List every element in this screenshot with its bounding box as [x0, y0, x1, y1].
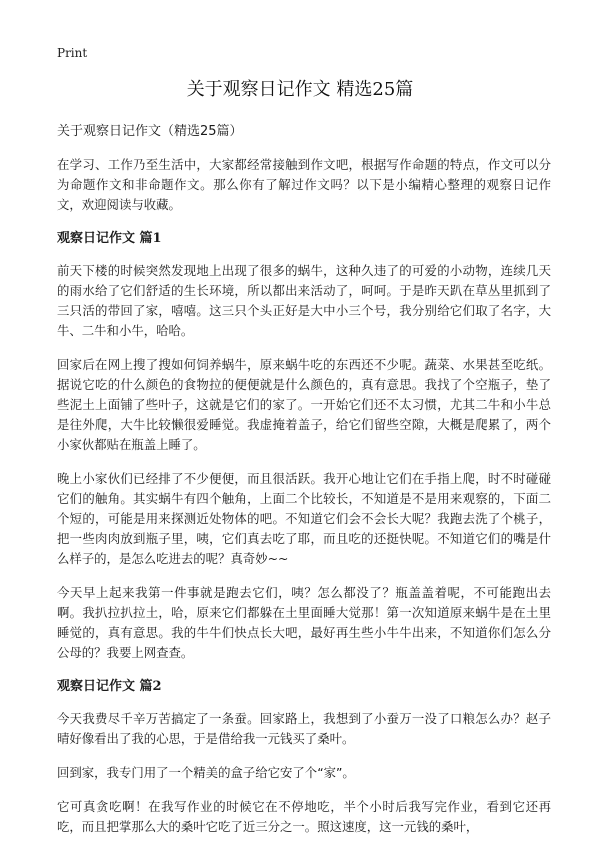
paragraph: 今天早上起来我第一件事就是跑去它们，咦？怎么都没了？瓶盖盖着呢，不可能跑出去啊。我扒拉扒拉土，哈，原来它们都躲在土里面睡大觉那！第一次知道原来蜗牛是在土里睡觉的，真有意思。我的牛牛们快点长大吧，最好再生些小牛牛出来，不知道你们怎么分公母的？我要上网查查。: [57, 585, 551, 660]
intro-paragraph: 在学习、工作乃至生活中，大家都经常接触到作文吧，根据写作命题的特点，作文可以分为命题作文和非命题作文。那么你有了解过作文吗？以下是小编精心整理的观察日记作文，欢迎阅读与收藏。: [57, 157, 551, 212]
paragraph: 回家后在网上搜了搜如何饲养蜗牛，原来蜗牛吃的东西还不少呢。蔬菜、水果甚至吃纸。据说它吃的什么颜色的食物拉的便便就是什么颜色的，真有意思。我找了个空瓶子，垫了些泥土上面铺了些叶子，这就是它们的家了。一开始它们还不太习惯，尤其二牛和小牛总是往外爬，大牛比较懒很爱睡觉。我虚掩着盖子，给它们留些空隙，大概是爬累了，两个小家伙都贴在瓶盖上睡了。: [57, 357, 551, 452]
paragraph: 前天下楼的时候突然发现地上出现了很多的蜗牛，这种久违了的可爱的小动物，连续几天的雨水给了它们舒适的生长环境，所以都出来活动了，呵呵。于是昨天趴在草丛里抓到了三只活的带回了家，嘻嘻。这三只个头正好是大中小三个号，我分别给它们取了名字，大牛、二牛和小牛，哈哈。: [57, 263, 551, 338]
section-heading: 观察日记作文 篇2: [57, 679, 162, 694]
page-title: 关于观察日记作文 精选25篇: [186, 79, 414, 100]
paragraph: 今天我费尽千辛万苦搞定了一条蚕。回家路上，我想到了小蚕万一没了口粮怎么办？赵子晴好像看出了我的心思，于是借给我一元钱买了桑叶。: [57, 711, 551, 746]
paragraph: 它可真贪吃啊！在我写作业的时候它在不停地吃，半个小时后我写完作业，看到它还再吃，而且把掌那么大的桑叶它吃了近三分之一。照这速度，这一元钱的桑叶，: [57, 799, 551, 834]
article-subtitle: 关于观察日记作文（精选25篇）: [57, 124, 243, 139]
article-body: [57, 122, 551, 851]
paragraph: 晚上小家伙们已经排了不少便便，而且很活跃。我开心地让它们在手指上爬，时不时碰碰它们的触角。其实蜗牛有四个触角，上面二个比较长，不知道是不是用来观察的，下面二个短的，可能是用来探测近处物体的吧。不知道它们会不会长大呢？我跑去洗了个桃子，把一些肉肉放到瓶子里，咦，它们真去吃了耶，而且吃的还挺快呢。不知道它们的嘴是什么样子的，是怎么吃进去的呢？真奇妙~~: [57, 471, 551, 566]
print-link[interactable]: Print: [57, 46, 88, 60]
paragraph: 回到家，我专门用了一个精美的盒子给它安了个“家”。: [57, 765, 355, 780]
section-heading: 观察日记作文 篇1: [57, 231, 162, 246]
